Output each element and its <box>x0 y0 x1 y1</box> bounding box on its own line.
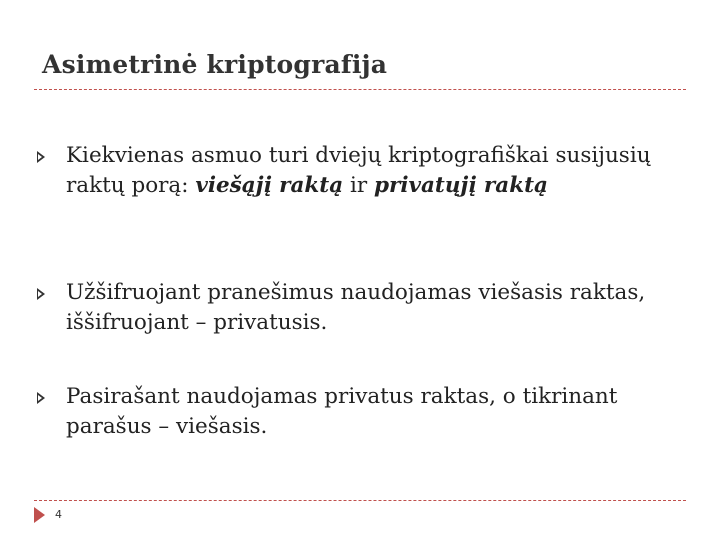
footer-divider <box>34 500 686 501</box>
triangle-arrow-icon <box>37 151 45 163</box>
bullet-emphasis-private-key: privatųjį raktą <box>373 173 548 198</box>
bullet-text: Pasirašant naudojamas privatus raktas, o tikrinant parašus – viešasis. <box>66 384 618 439</box>
bullet-emphasis-public-key: viešąjį raktą <box>195 173 344 198</box>
bullet-item <box>66 278 666 338</box>
triangle-arrow-icon <box>37 392 45 404</box>
bullet-text: Užšifruojant pranešimus naudojamas viešasis raktas, iššifruojant – privatusis. <box>66 280 646 335</box>
page-number: 4 <box>55 508 62 521</box>
bullet-item <box>66 141 666 201</box>
bullet-item <box>66 382 666 442</box>
footer-triangle-icon <box>34 507 45 523</box>
bullet-text: Kiekvienas asmuo turi dviejų kriptografiškai susijusių raktų porą: <box>66 143 651 198</box>
triangle-arrow-icon <box>37 288 45 300</box>
bullet-joiner: ir <box>343 173 374 198</box>
slide-title: Asimetrinė kriptografija <box>42 50 388 79</box>
title-divider <box>34 89 686 90</box>
